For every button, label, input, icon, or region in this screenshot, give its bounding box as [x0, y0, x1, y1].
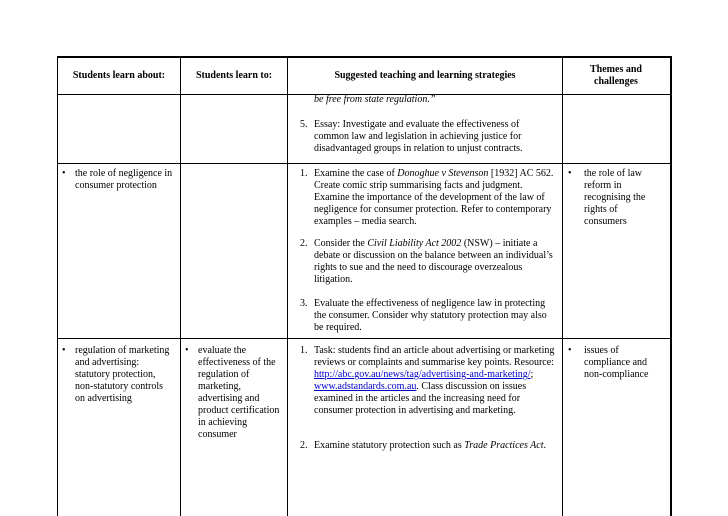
header-learn-about: Students learn about: — [72, 70, 166, 81]
learn-about-negligence: the role of negligence in consumer protection — [75, 168, 173, 191]
col-divider — [287, 58, 288, 516]
row-divider — [58, 163, 670, 164]
strategy-number: 2. — [300, 238, 308, 249]
bullet-icon: • — [568, 345, 572, 356]
strategy-item-1: Examine the case of Donoghue v Stevenson [1932] AC 562. Create comic strip summarising facts and judgment. Examine the importance of the development of the law of negligence for consumer protection. Refer to contemporary examples – media search. — [314, 168, 554, 227]
abc-link[interactable]: http://abc.gov.au/news/tag/advertising-and-marketing/ — [314, 369, 531, 380]
bullet-icon: • — [62, 168, 66, 179]
theme-law-reform: the role of law reform in recognising the rights of consumers — [584, 168, 646, 227]
strategy-number: 3. — [300, 298, 308, 309]
strategy-number: 2. — [300, 440, 308, 451]
learn-about-regulation: regulation of marketing and advertising: statutory protection, non-statutory controls on advertising — [75, 345, 170, 404]
header-learn-to: Students learn to: — [195, 70, 273, 81]
col-divider — [180, 58, 181, 516]
header-strategies: Suggested teaching and learning strategies — [334, 70, 516, 81]
adstandards-link[interactable]: www.adstandards.com.au — [314, 381, 417, 392]
curriculum-table — [57, 56, 672, 516]
col-divider — [562, 58, 563, 516]
strategy-number: 5. — [300, 119, 308, 130]
header-themes: Themes and challenges — [590, 64, 642, 87]
bullet-icon: • — [185, 345, 189, 356]
strategy-number: 1. — [300, 168, 308, 179]
row-divider — [58, 338, 670, 339]
strategy-number: 1. — [300, 345, 308, 356]
bullet-icon: • — [62, 345, 66, 356]
strategy-item-5: Essay: Investigate and evaluate the effectiveness of common law and legislation in achieving justice for disadvantaged groups in relation to unjust contracts. — [314, 119, 523, 154]
strategy-item-3: Evaluate the effectiveness of negligence law in protecting the consumer. Consider why statutory protection may also be required. — [314, 298, 547, 333]
learn-to-evaluate: evaluate the effectiveness of the regulation of marketing, advertising and product certification in achieving consumer — [198, 345, 280, 440]
strategy-item-2: Consider the Civil Liability Act 2002 (NSW) – initiate a debate or discussion on the balance between an individual’s rights to sue and the need to discourage overzealous litigation. — [314, 238, 553, 285]
strategy-continuation: be free from state regulation.” — [314, 94, 436, 105]
strategy-item-1: Task: students find an article about advertising or marketing reviews or complaints and summarise key points. Resource: http://abc.gov.au/news/tag/advertising-and-marketing/; www.adstandards.com.au. Class discussion on issues examined in the articles and the increasing need for consumer protection in advertising and marketing. — [314, 345, 555, 416]
bullet-icon: • — [568, 168, 572, 179]
theme-compliance: issues of compliance and non-compliance — [584, 345, 649, 380]
strategy-item-2: Examine statutory protection such as Trade Practices Act. — [314, 440, 546, 451]
